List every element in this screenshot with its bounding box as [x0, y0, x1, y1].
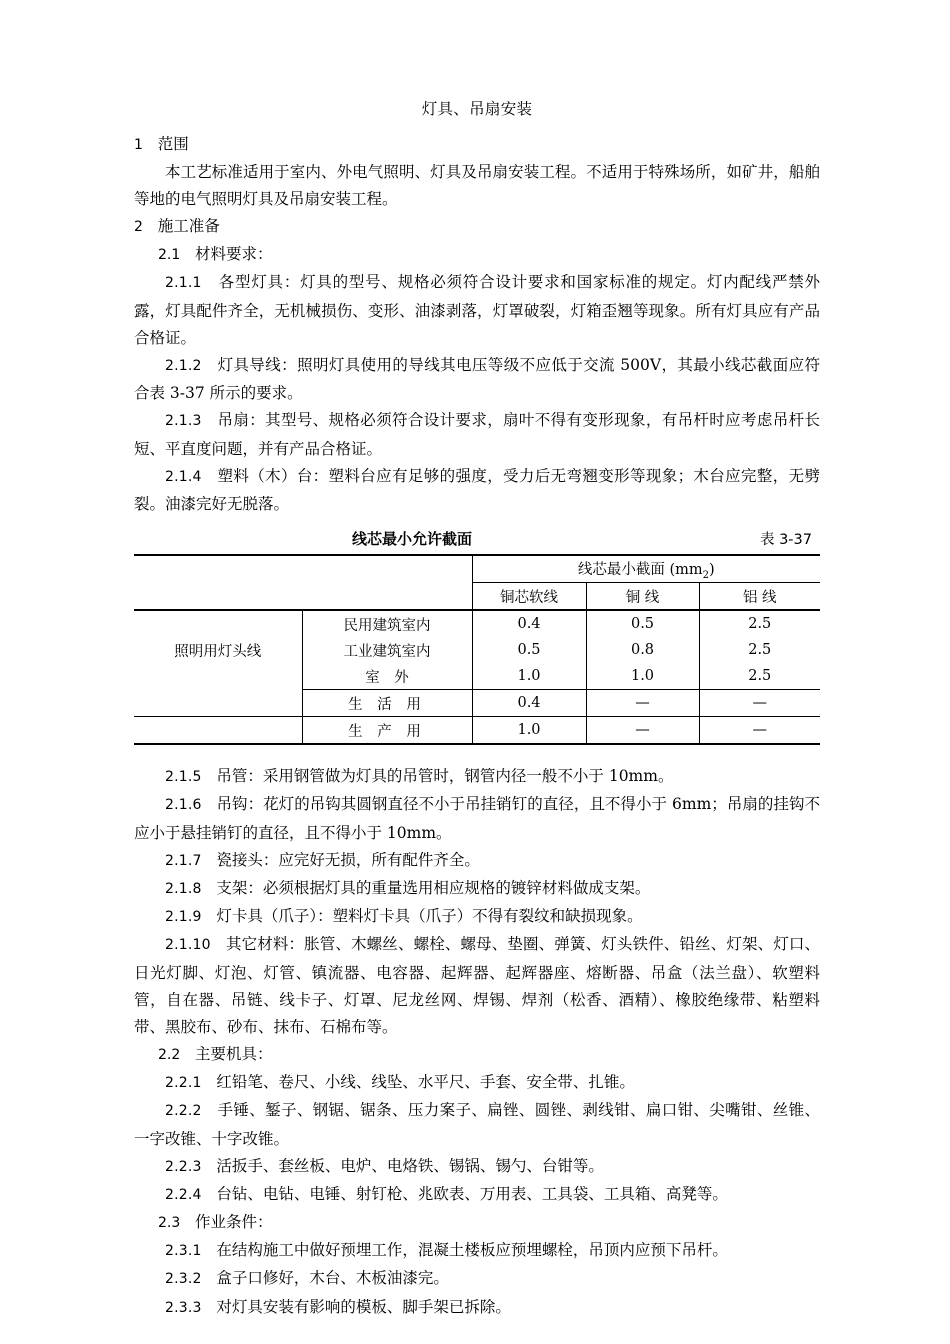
item-number-2-1-2: 2.1.2	[165, 358, 202, 375]
item-text-2-1-3: 吊扇：其型号、规格必须符合设计要求，扇叶不得有变形现象，有吊杆时应考虑吊杆长短、平直度问题，并有产品合格证。	[134, 411, 820, 458]
table-minimum-core-section	[134, 554, 820, 745]
item-number-2-1-1: 2.1.1	[165, 275, 202, 292]
table-header-group-sub: 2	[702, 569, 709, 581]
table-cell-r2c3: 2.5	[748, 642, 772, 659]
table-caption-number: 表 3-37	[759, 532, 812, 549]
item-text-2-2-2: 手锤、錾子、钢锯、锯条、压力案子、扁锉、圆锉、剥线钳、扁口钳、尖嘴钳、丝锥、一字改锥、十字改锥。	[134, 1101, 820, 1148]
table-row-label-2: 工业建筑室内	[302, 637, 472, 663]
table-cell-r4c1: 0.4	[472, 690, 586, 717]
item-text-2-2-4: 台钻、电钻、电锤、射钉枪、兆欧表、万用表、工具袋、工具箱、高凳等。	[216, 1185, 728, 1204]
table-cell-r5c3: —	[699, 717, 820, 745]
table-cell-r3c2: 1.0	[586, 663, 699, 690]
heading-section-1	[134, 131, 820, 159]
heading-number-2: 2	[134, 219, 143, 236]
document-content	[134, 96, 820, 1322]
table-header-blank-2	[302, 555, 472, 583]
item-2-1-10	[134, 931, 820, 1041]
heading-label-2-2: 主要机具：	[195, 1045, 273, 1064]
item-2-1-3	[134, 407, 820, 462]
table-header-blank-3	[134, 583, 302, 611]
item-number-2-1-4: 2.1.4	[165, 468, 202, 485]
table-row-group-label: 照明用灯头线	[134, 610, 302, 690]
item-number-2-2-4: 2.2.4	[165, 1187, 202, 1204]
table-caption	[134, 528, 820, 554]
paragraph-scope: 本工艺标准适用于室内、外电气照明、灯具及吊扇安装工程。不适用于特殊场所，如矿井，船舶等地的电气照明灯具及吊扇安装工程。	[134, 163, 820, 209]
item-number-2-1-3: 2.1.3	[165, 413, 202, 430]
item-text-2-2-1: 红铅笔、卷尺、小线、线坠、水平尺、手套、安全带、扎锥。	[216, 1073, 635, 1092]
item-number-2-3-1: 2.3.1	[165, 1243, 202, 1260]
heading-number-2-1: 2.1	[158, 247, 181, 264]
item-2-1-9	[134, 903, 820, 931]
table-row-label-4: 生 活 用	[302, 690, 472, 717]
table-header-group-text: 线芯最小截面 (mm	[577, 561, 703, 578]
item-2-2-2	[134, 1097, 820, 1152]
item-number-2-1-10: 2.1.10	[165, 937, 211, 954]
table-header-group-tail: )	[708, 561, 715, 578]
item-2-1-6	[134, 791, 820, 846]
item-text-2-2-3: 活扳手、套丝板、电炉、电烙铁、锡锅、锡勺、台钳等。	[216, 1156, 604, 1175]
item-text-2-1-6: 吊钩：花灯的吊钩其圆钢直径不小于吊挂销钉的直径，且不得小于 6mm；吊扇的挂钩不应小于悬挂销钉的直径，且不得小于 10mm。	[134, 795, 821, 842]
table-header-col-3: 铝 线	[699, 583, 820, 611]
item-number-2-1-8: 2.1.8	[165, 881, 202, 898]
item-text-2-1-2: 灯具导线：照明灯具使用的导线其电压等级不应低于交流 500V，其最小线芯截面应符合表 3-37 所示的要求。	[134, 356, 820, 403]
page-title: 灯具、吊扇安装	[421, 100, 533, 118]
item-2-2-4	[134, 1181, 820, 1209]
table-header-row-columns	[134, 583, 820, 611]
table-header-col-2: 铜 线	[586, 583, 699, 611]
table-cell-r5c2: —	[586, 717, 699, 745]
item-text-2-1-4: 塑料（木）台：塑料台应有足够的强度，受力后无弯翘变形等现象；木台应完整，无劈裂。油漆完好无脱落。	[134, 466, 820, 514]
item-text-2-3-3: 对灯具安装有影响的模板、脚手架已拆除。	[216, 1297, 511, 1316]
item-2-1-7	[134, 847, 820, 875]
table-row-label-1: 民用建筑室内	[302, 610, 472, 637]
table-row	[134, 717, 820, 745]
item-text-2-3-2: 盒子口修好，木台、木板油漆完。	[216, 1269, 449, 1288]
item-2-1-4	[134, 463, 820, 518]
heading-section-2-2	[134, 1041, 820, 1069]
table-cell-r5c1: 1.0	[472, 717, 586, 745]
table-row-group-blank-2	[134, 717, 302, 745]
table-cell-r2c2: 0.8	[586, 637, 699, 663]
table-cell-r1c1: 0.4	[472, 610, 586, 637]
table-3-37-block	[134, 528, 820, 745]
item-text-2-3-1: 在结构施工中做好预埋工作，混凝土楼板应预埋螺栓，吊顶内应预下吊杆。	[216, 1241, 728, 1260]
table-row-group-blank	[134, 690, 302, 717]
heading-number-2-2: 2.2	[158, 1047, 181, 1064]
heading-number-1: 1	[134, 137, 143, 153]
item-text-2-1-5: 吊管：采用钢管做为灯具的吊管时，钢管内径一般不小于 10mm。	[216, 767, 674, 786]
table-header-blank-4	[302, 583, 472, 611]
item-text-2-1-7: 瓷接头：应完好无损，所有配件齐全。	[216, 850, 480, 869]
table-row	[134, 610, 820, 637]
heading-label-2: 施工准备	[157, 217, 220, 236]
item-number-2-1-5: 2.1.5	[165, 769, 202, 786]
table-cell-r4c3: —	[699, 690, 820, 717]
heading-section-2-3	[134, 1209, 820, 1237]
item-2-1-1	[134, 269, 820, 352]
table-cell-r2c1: 0.5	[472, 637, 586, 663]
table-row-label-3: 室 外	[302, 663, 472, 690]
item-2-2-1	[134, 1069, 820, 1097]
heading-section-2	[134, 213, 820, 241]
table-cell-r3c3: 2.5	[699, 663, 820, 690]
heading-label-2-1: 材料要求：	[195, 245, 273, 264]
item-number-2-1-9: 2.1.9	[165, 909, 202, 926]
table-cell-r4c2: —	[586, 690, 699, 717]
table-header-blank-1	[134, 555, 302, 583]
table-header-group-cell	[472, 555, 820, 583]
item-2-3-1	[134, 1237, 820, 1265]
heading-label-2-3: 作业条件：	[195, 1213, 273, 1232]
item-2-2-3	[134, 1153, 820, 1181]
table-header-col-1: 铜芯软线	[472, 583, 586, 611]
table-caption-name: 线芯最小允许截面	[351, 530, 472, 549]
table-cell-r1c3: 2.5	[748, 616, 772, 633]
item-number-2-1-7: 2.1.7	[165, 852, 202, 869]
post-table-content	[134, 763, 820, 1322]
item-text-2-1-8: 支架：必须根据灯具的重量选用相应规格的镀锌材料做成支架。	[216, 879, 651, 898]
table-row-label-5: 生 产 用	[302, 717, 472, 745]
item-number-2-2-3: 2.2.3	[165, 1158, 202, 1175]
item-2-3-3	[134, 1294, 820, 1322]
heading-label-1: 范围	[157, 135, 189, 153]
item-2-1-5	[134, 763, 820, 791]
item-text-2-1-1: 各型灯具：灯具的型号、规格必须符合设计要求和国家标准的规定。灯内配线严禁外露，灯具配件齐全，无机械损伤、变形、油漆剥落，灯罩破裂，灯箱歪翘等现象。所有灯具应有产品合格证。	[134, 273, 821, 347]
table-cell-r3c1: 1.0	[472, 663, 586, 690]
item-text-2-1-10: 其它材料：胀管、木螺丝、螺栓、螺母、垫圈、弹簧、灯头铁件、铅丝、灯架、灯口、日光灯脚、灯泡、灯管、镇流器、电容器、起辉器、起辉器座、熔断器、吊盒（法兰盘）、软塑料管，自在器、吊链、线卡子、灯罩、尼龙丝网、焊锡、焊剂（松香、酒精）、橡胶绝缘带、粘塑料带、黑胶布、砂布、抹布、石棉布等。	[134, 935, 820, 1037]
table-cell-r1c2: 0.5	[586, 610, 699, 637]
item-number-2-2-1: 2.2.1	[165, 1075, 202, 1092]
item-2-1-2	[134, 352, 820, 407]
item-number-2-2-2: 2.2.2	[165, 1103, 202, 1120]
item-number-2-3-3: 2.3.3	[165, 1299, 202, 1316]
table-row	[134, 690, 820, 717]
item-text-2-1-9: 灯卡具（爪子）：塑料灯卡具（爪子）不得有裂纹和缺损现象。	[216, 907, 643, 926]
item-number-2-3-2: 2.3.2	[165, 1271, 202, 1288]
item-2-1-8	[134, 875, 820, 903]
heading-number-2-3: 2.3	[158, 1215, 181, 1232]
heading-section-2-1	[134, 241, 820, 269]
table-header-row-group	[134, 555, 820, 583]
item-number-2-1-6: 2.1.6	[165, 797, 202, 814]
item-2-3-2	[134, 1265, 820, 1293]
